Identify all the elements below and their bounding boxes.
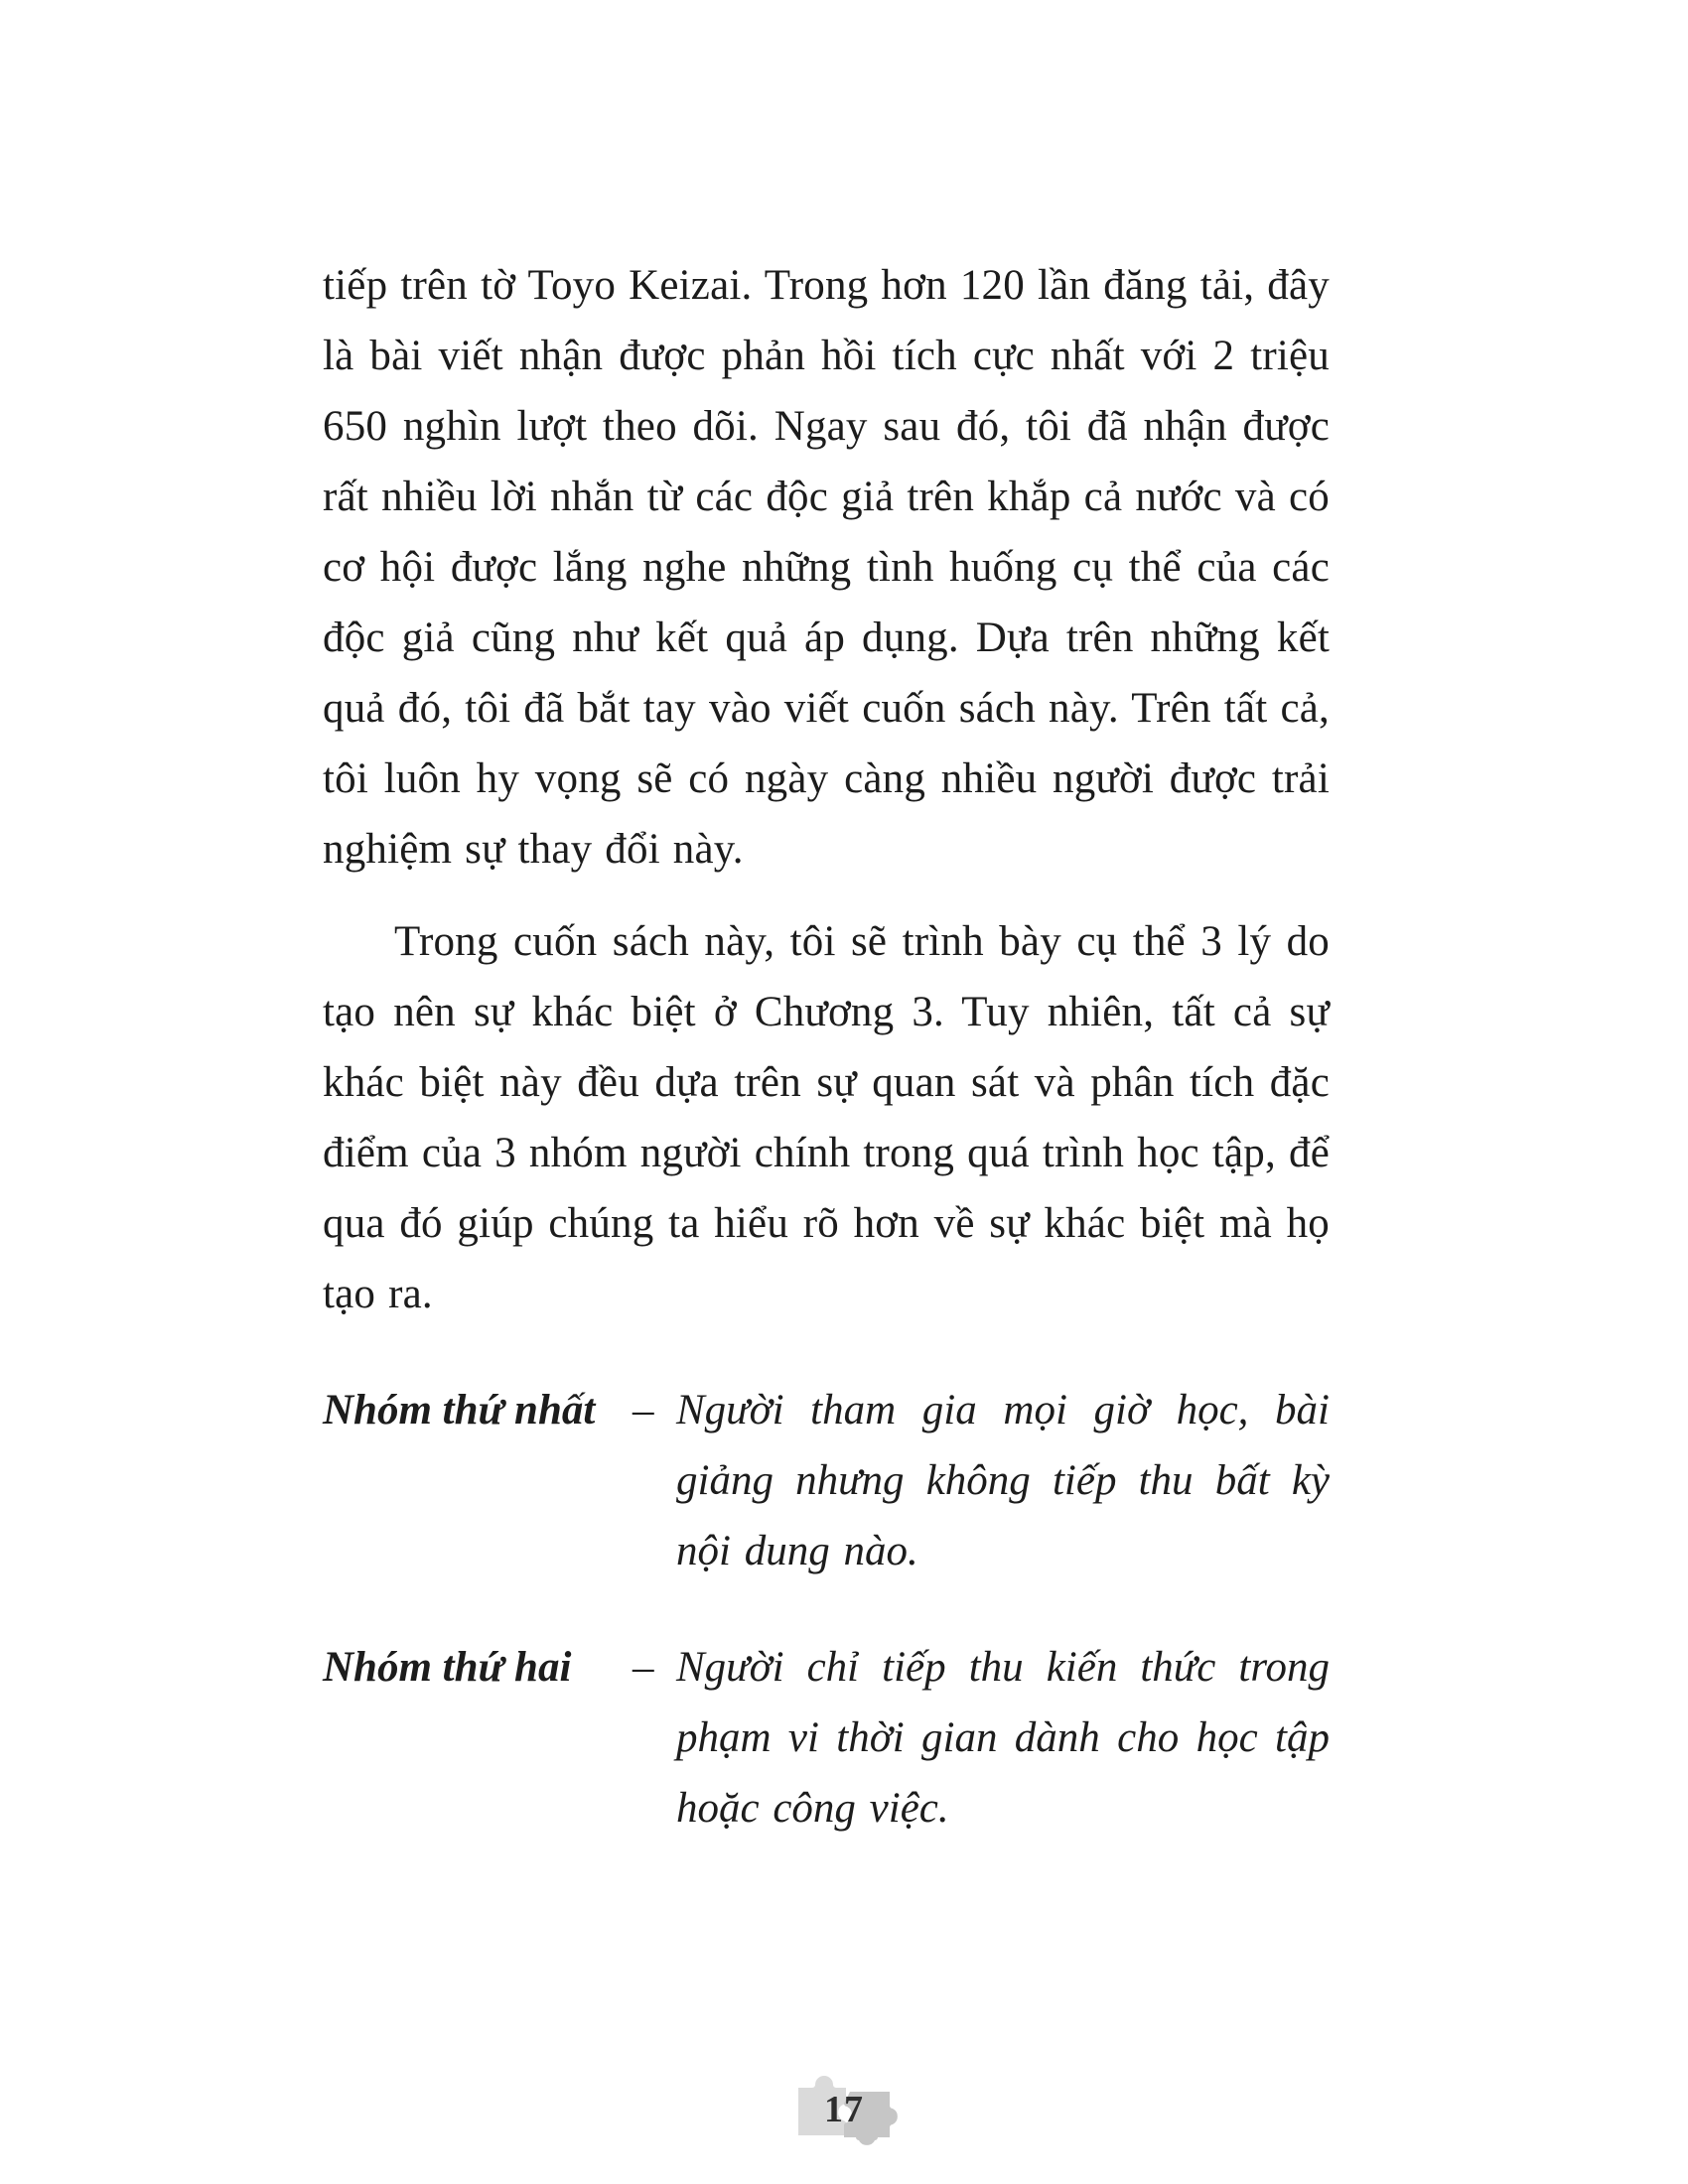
list-item-group-one: [323, 1375, 1330, 1586]
dash-separator: –: [633, 1387, 654, 1433]
paragraph: Trong cuốn sách này, tôi sẽ trình bày cụ thể 3 lý do tạo nên sự khác biệt ở Chương 3. Tuy nhiên, tất cả sự khác biệt này đều dựa trên sự quan sát và phân tích đặc điểm của 3 nhóm người chính trong quá trình học tập, để qua đó giúp chúng ta hiểu rõ hơn về sự khác biệt mà họ tạo ra.: [323, 918, 1330, 1317]
paragraph: tiếp trên tờ Toyo Keizai. Trong hơn 120 lần đăng tải, đây là bài viết nhận được phản hồi tích cực nhất với 2 triệu 650 nghìn lượt theo dõi. Ngay sau đó, tôi đã nhận được rất nhiều lời nhắn từ các độc giả trên khắp cả nước và có cơ hội được lắng nghe những tình huống cụ thể của các độc giả cũng như kết quả áp dụng. Dựa trên những kết quả đó, tôi đã bắt tay vào viết cuốn sách này. Trên tất cả, tôi luôn hy vọng sẽ có ngày càng nhiều người được trải nghiệm sự thay đổi này.: [323, 262, 1330, 873]
group-label: Nhóm thứ nhất: [323, 1387, 596, 1433]
page-footer: [0, 2065, 1688, 2154]
group-description: Người chỉ tiếp thu kiến thức trong phạm vi thời gian dành cho học tập hoặc công việc.: [676, 1644, 1330, 1832]
list-item-group-two: [323, 1632, 1330, 1843]
text-block: [323, 250, 1330, 1843]
group-label: Nhóm thứ hai: [323, 1644, 572, 1691]
dash-separator: –: [633, 1644, 654, 1691]
group-description: Người tham gia mọi giờ học, bài giảng nhưng không tiếp thu bất kỳ nội dung nào.: [676, 1387, 1330, 1574]
page-number: 17: [824, 2089, 864, 2130]
page-number-block: [765, 2070, 923, 2149]
